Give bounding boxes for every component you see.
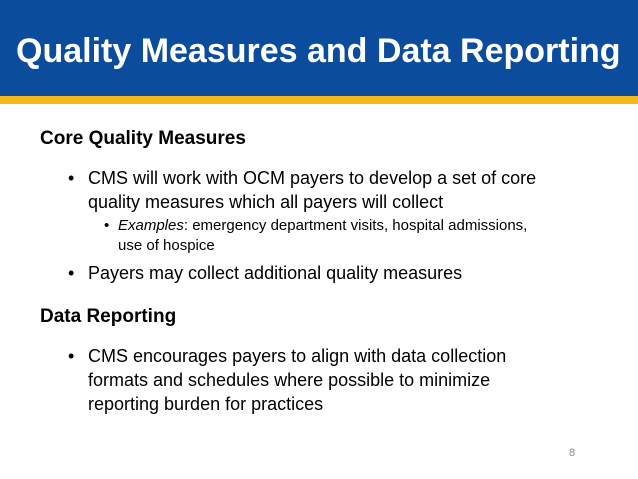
examples-label: Examples — [118, 217, 184, 234]
bullet-data-reporting — [68, 344, 608, 416]
sub-bullet-line: use of hospice — [118, 237, 215, 254]
bullet-dot: • — [68, 346, 75, 366]
bullet-core-measures — [68, 166, 608, 214]
bullet-line: CMS will work with OCM payers to develop a set of core — [88, 168, 537, 188]
sub-bullet-dot: • — [104, 217, 110, 234]
bullet-dot: • — [68, 263, 75, 283]
sub-bullet-line — [118, 216, 598, 236]
section-heading-data-reporting: Data Reporting — [40, 306, 177, 327]
examples-text: : emergency department visits, hospital admissions, — [183, 217, 528, 234]
header-accent-stripe — [0, 96, 638, 104]
bullet-line: reporting burden for practices — [88, 394, 324, 414]
page-number: 8 — [569, 447, 576, 459]
bullet-additional-measures — [68, 261, 608, 285]
bullet-line: CMS encourages payers to align with data collection — [88, 346, 507, 366]
slide-title: Quality Measures and Data Reporting — [16, 32, 621, 70]
bullet-line: Payers may collect additional quality measures — [88, 263, 463, 283]
bullet-line: formats and schedules where possible to minimize — [88, 370, 491, 390]
slide-header — [0, 0, 638, 96]
section-heading-core-quality-measures: Core Quality Measures — [40, 128, 246, 149]
sub-bullet-examples — [104, 216, 598, 256]
bullet-line: quality measures which all payers will collect — [88, 192, 444, 212]
bullet-dot: • — [68, 168, 75, 188]
